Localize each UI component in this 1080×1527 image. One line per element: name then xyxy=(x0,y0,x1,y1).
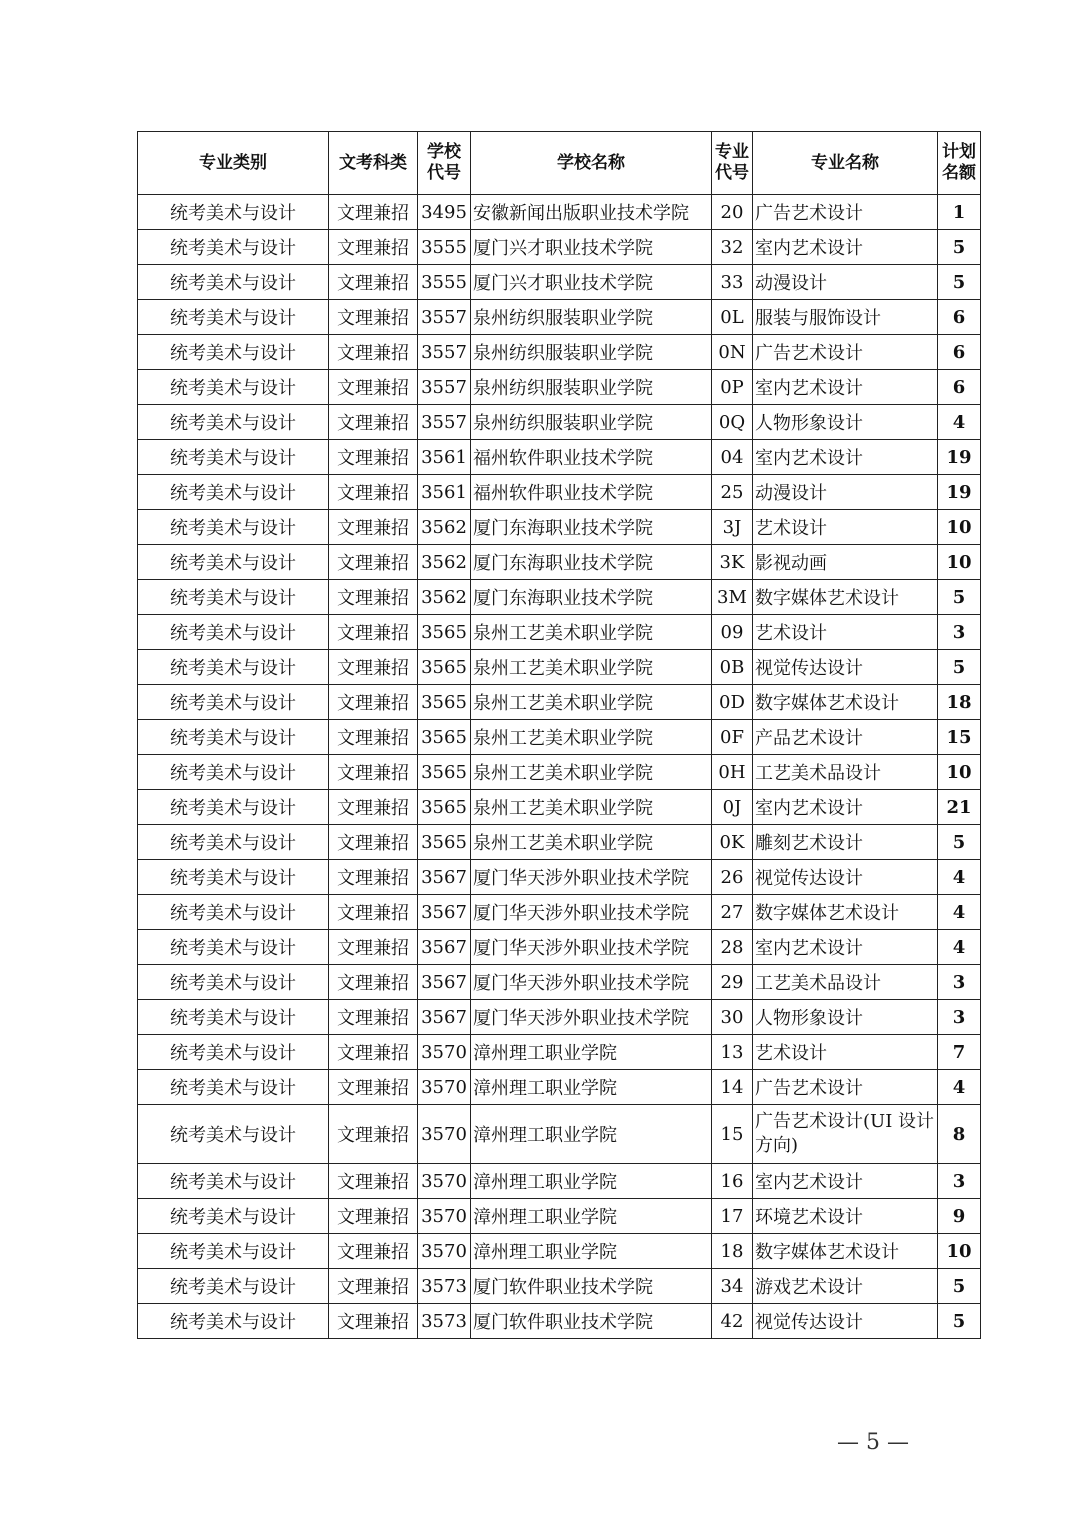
cell-school-name: 厦门华天涉外职业技术学院 xyxy=(471,1000,712,1035)
cell-major-code: 30 xyxy=(712,1000,753,1035)
cell-exam-subject: 文理兼招 xyxy=(329,300,418,335)
cell-major-name: 视觉传达设计 xyxy=(753,860,938,895)
table-row xyxy=(138,1035,981,1070)
cell-school-name: 厦门华天涉外职业技术学院 xyxy=(471,965,712,1000)
cell-school-code: 3570 xyxy=(418,1070,471,1105)
cell-school-code: 3562 xyxy=(418,510,471,545)
cell-plan-quota: 6 xyxy=(938,335,981,370)
cell-school-name: 漳州理工职业学院 xyxy=(471,1164,712,1199)
cell-major-code: 15 xyxy=(712,1105,753,1164)
cell-plan-quota: 10 xyxy=(938,1234,981,1269)
cell-major-name: 视觉传达设计 xyxy=(753,650,938,685)
cell-school-code: 3562 xyxy=(418,545,471,580)
cell-major-category: 统考美术与设计 xyxy=(138,1105,329,1164)
cell-plan-quota: 6 xyxy=(938,300,981,335)
cell-major-category: 统考美术与设计 xyxy=(138,335,329,370)
header-major-code: 专业代号 xyxy=(712,132,753,195)
table-row xyxy=(138,1269,981,1304)
table-row xyxy=(138,755,981,790)
cell-school-name: 厦门软件职业技术学院 xyxy=(471,1269,712,1304)
cell-school-name: 福州软件职业技术学院 xyxy=(471,440,712,475)
cell-plan-quota: 10 xyxy=(938,545,981,580)
table-row xyxy=(138,825,981,860)
cell-major-name: 室内艺术设计 xyxy=(753,230,938,265)
cell-major-category: 统考美术与设计 xyxy=(138,825,329,860)
cell-school-name: 泉州工艺美术职业学院 xyxy=(471,685,712,720)
cell-school-code: 3561 xyxy=(418,475,471,510)
table-row xyxy=(138,370,981,405)
table-row xyxy=(138,300,981,335)
cell-major-code: 0L xyxy=(712,300,753,335)
cell-school-code: 3567 xyxy=(418,965,471,1000)
cell-plan-quota: 3 xyxy=(938,965,981,1000)
cell-plan-quota: 21 xyxy=(938,790,981,825)
cell-exam-subject: 文理兼招 xyxy=(329,1164,418,1199)
cell-major-code: 0P xyxy=(712,370,753,405)
cell-major-category: 统考美术与设计 xyxy=(138,895,329,930)
cell-plan-quota: 7 xyxy=(938,1035,981,1070)
cell-school-name: 厦门兴才职业技术学院 xyxy=(471,265,712,300)
cell-plan-quota: 5 xyxy=(938,825,981,860)
cell-school-name: 泉州纺织服装职业学院 xyxy=(471,335,712,370)
table-row xyxy=(138,1199,981,1234)
cell-school-name: 漳州理工职业学院 xyxy=(471,1105,712,1164)
table-row xyxy=(138,930,981,965)
cell-exam-subject: 文理兼招 xyxy=(329,475,418,510)
cell-plan-quota: 5 xyxy=(938,650,981,685)
cell-major-name: 数字媒体艺术设计 xyxy=(753,1234,938,1269)
cell-school-code: 3570 xyxy=(418,1234,471,1269)
cell-school-name: 泉州工艺美术职业学院 xyxy=(471,755,712,790)
cell-exam-subject: 文理兼招 xyxy=(329,1070,418,1105)
cell-school-name: 漳州理工职业学院 xyxy=(471,1234,712,1269)
cell-school-code: 3567 xyxy=(418,895,471,930)
cell-major-code: 0B xyxy=(712,650,753,685)
cell-major-category: 统考美术与设计 xyxy=(138,720,329,755)
cell-major-category: 统考美术与设计 xyxy=(138,580,329,615)
cell-major-name: 人物形象设计 xyxy=(753,1000,938,1035)
cell-exam-subject: 文理兼招 xyxy=(329,510,418,545)
table-row xyxy=(138,230,981,265)
cell-exam-subject: 文理兼招 xyxy=(329,440,418,475)
cell-major-name: 动漫设计 xyxy=(753,265,938,300)
cell-major-code: 0J xyxy=(712,790,753,825)
cell-major-code: 20 xyxy=(712,195,753,230)
table-row xyxy=(138,475,981,510)
header-school-name: 学校名称 xyxy=(471,132,712,195)
cell-school-name: 厦门软件职业技术学院 xyxy=(471,1304,712,1339)
cell-exam-subject: 文理兼招 xyxy=(329,1035,418,1070)
cell-major-name: 艺术设计 xyxy=(753,615,938,650)
cell-major-code: 16 xyxy=(712,1164,753,1199)
cell-major-name: 广告艺术设计 xyxy=(753,335,938,370)
cell-exam-subject: 文理兼招 xyxy=(329,755,418,790)
table-row xyxy=(138,1234,981,1269)
cell-major-code: 17 xyxy=(712,1199,753,1234)
cell-major-name: 室内艺术设计 xyxy=(753,1164,938,1199)
table-row xyxy=(138,1000,981,1035)
cell-school-code: 3570 xyxy=(418,1035,471,1070)
cell-exam-subject: 文理兼招 xyxy=(329,790,418,825)
table-row xyxy=(138,1070,981,1105)
cell-school-name: 泉州工艺美术职业学院 xyxy=(471,790,712,825)
table-row xyxy=(138,405,981,440)
cell-major-name: 工艺美术品设计 xyxy=(753,965,938,1000)
cell-major-category: 统考美术与设计 xyxy=(138,860,329,895)
table-row xyxy=(138,650,981,685)
cell-major-code: 34 xyxy=(712,1269,753,1304)
cell-school-code: 3557 xyxy=(418,300,471,335)
cell-plan-quota: 15 xyxy=(938,720,981,755)
header-major-category: 专业类别 xyxy=(138,132,329,195)
cell-plan-quota: 5 xyxy=(938,265,981,300)
cell-exam-subject: 文理兼招 xyxy=(329,685,418,720)
cell-major-category: 统考美术与设计 xyxy=(138,615,329,650)
cell-major-category: 统考美术与设计 xyxy=(138,1304,329,1339)
cell-school-name: 厦门东海职业技术学院 xyxy=(471,510,712,545)
cell-school-name: 漳州理工职业学院 xyxy=(471,1035,712,1070)
cell-major-code: 13 xyxy=(712,1035,753,1070)
cell-major-code: 0F xyxy=(712,720,753,755)
cell-school-name: 泉州工艺美术职业学院 xyxy=(471,825,712,860)
cell-school-name: 厦门华天涉外职业技术学院 xyxy=(471,930,712,965)
cell-plan-quota: 1 xyxy=(938,195,981,230)
cell-plan-quota: 4 xyxy=(938,895,981,930)
cell-plan-quota: 3 xyxy=(938,1000,981,1035)
table-row xyxy=(138,895,981,930)
cell-school-code: 3570 xyxy=(418,1164,471,1199)
cell-exam-subject: 文理兼招 xyxy=(329,930,418,965)
cell-school-code: 3570 xyxy=(418,1199,471,1234)
cell-major-category: 统考美术与设计 xyxy=(138,440,329,475)
cell-major-name: 数字媒体艺术设计 xyxy=(753,685,938,720)
cell-major-category: 统考美术与设计 xyxy=(138,545,329,580)
cell-school-name: 泉州工艺美术职业学院 xyxy=(471,650,712,685)
cell-school-code: 3565 xyxy=(418,650,471,685)
cell-major-category: 统考美术与设计 xyxy=(138,1070,329,1105)
cell-plan-quota: 10 xyxy=(938,755,981,790)
cell-plan-quota: 19 xyxy=(938,440,981,475)
cell-major-category: 统考美术与设计 xyxy=(138,790,329,825)
cell-major-code: 3J xyxy=(712,510,753,545)
cell-school-code: 3557 xyxy=(418,405,471,440)
cell-major-code: 18 xyxy=(712,1234,753,1269)
cell-school-code: 3565 xyxy=(418,825,471,860)
cell-major-category: 统考美术与设计 xyxy=(138,1234,329,1269)
cell-school-name: 泉州工艺美术职业学院 xyxy=(471,615,712,650)
cell-major-name: 室内艺术设计 xyxy=(753,790,938,825)
table-row xyxy=(138,440,981,475)
cell-plan-quota: 6 xyxy=(938,370,981,405)
cell-exam-subject: 文理兼招 xyxy=(329,650,418,685)
enrollment-plan-table xyxy=(137,131,981,1339)
header-school-code: 学校代号 xyxy=(418,132,471,195)
cell-major-name: 人物形象设计 xyxy=(753,405,938,440)
cell-major-category: 统考美术与设计 xyxy=(138,1035,329,1070)
cell-school-name: 福州软件职业技术学院 xyxy=(471,475,712,510)
table-row xyxy=(138,335,981,370)
cell-plan-quota: 5 xyxy=(938,230,981,265)
cell-school-code: 3567 xyxy=(418,1000,471,1035)
header-exam-subject: 文考科类 xyxy=(329,132,418,195)
cell-exam-subject: 文理兼招 xyxy=(329,1199,418,1234)
cell-school-name: 泉州纺织服装职业学院 xyxy=(471,405,712,440)
cell-school-name: 泉州纺织服装职业学院 xyxy=(471,370,712,405)
cell-exam-subject: 文理兼招 xyxy=(329,230,418,265)
cell-plan-quota: 18 xyxy=(938,685,981,720)
cell-school-code: 3565 xyxy=(418,720,471,755)
table-row xyxy=(138,195,981,230)
cell-school-name: 漳州理工职业学院 xyxy=(471,1199,712,1234)
cell-exam-subject: 文理兼招 xyxy=(329,580,418,615)
cell-exam-subject: 文理兼招 xyxy=(329,1269,418,1304)
cell-exam-subject: 文理兼招 xyxy=(329,405,418,440)
cell-major-category: 统考美术与设计 xyxy=(138,685,329,720)
cell-exam-subject: 文理兼招 xyxy=(329,1304,418,1339)
cell-major-code: 25 xyxy=(712,475,753,510)
cell-school-name: 泉州纺织服装职业学院 xyxy=(471,300,712,335)
cell-major-code: 09 xyxy=(712,615,753,650)
cell-exam-subject: 文理兼招 xyxy=(329,860,418,895)
cell-major-category: 统考美术与设计 xyxy=(138,265,329,300)
cell-major-category: 统考美术与设计 xyxy=(138,195,329,230)
cell-major-code: 04 xyxy=(712,440,753,475)
cell-major-code: 29 xyxy=(712,965,753,1000)
cell-school-code: 3573 xyxy=(418,1304,471,1339)
table-row xyxy=(138,580,981,615)
cell-school-code: 3555 xyxy=(418,265,471,300)
cell-major-category: 统考美术与设计 xyxy=(138,475,329,510)
cell-major-name: 服装与服饰设计 xyxy=(753,300,938,335)
cell-major-name: 影视动画 xyxy=(753,545,938,580)
cell-exam-subject: 文理兼招 xyxy=(329,1105,418,1164)
cell-major-category: 统考美术与设计 xyxy=(138,965,329,1000)
cell-exam-subject: 文理兼招 xyxy=(329,195,418,230)
table-row xyxy=(138,965,981,1000)
cell-school-code: 3565 xyxy=(418,685,471,720)
cell-major-name: 广告艺术设计(UI 设计方向) xyxy=(753,1105,938,1164)
cell-school-code: 3555 xyxy=(418,230,471,265)
cell-major-name: 广告艺术设计 xyxy=(753,195,938,230)
page-number: — 5 — xyxy=(837,1430,909,1455)
cell-major-name: 艺术设计 xyxy=(753,510,938,545)
cell-major-name: 数字媒体艺术设计 xyxy=(753,895,938,930)
cell-exam-subject: 文理兼招 xyxy=(329,615,418,650)
cell-major-name: 动漫设计 xyxy=(753,475,938,510)
table-row xyxy=(138,1304,981,1339)
cell-plan-quota: 4 xyxy=(938,860,981,895)
table-row xyxy=(138,545,981,580)
cell-school-code: 3573 xyxy=(418,1269,471,1304)
cell-major-name: 雕刻艺术设计 xyxy=(753,825,938,860)
table-row xyxy=(138,510,981,545)
cell-school-name: 厦门东海职业技术学院 xyxy=(471,580,712,615)
cell-major-category: 统考美术与设计 xyxy=(138,405,329,440)
table-row xyxy=(138,860,981,895)
cell-plan-quota: 19 xyxy=(938,475,981,510)
cell-major-code: 0Q xyxy=(712,405,753,440)
table-row xyxy=(138,790,981,825)
cell-major-code: 0N xyxy=(712,335,753,370)
table-header-row xyxy=(138,132,981,195)
cell-exam-subject: 文理兼招 xyxy=(329,265,418,300)
cell-school-code: 3570 xyxy=(418,1105,471,1164)
cell-major-code: 3K xyxy=(712,545,753,580)
cell-major-code: 14 xyxy=(712,1070,753,1105)
cell-major-code: 3M xyxy=(712,580,753,615)
cell-plan-quota: 5 xyxy=(938,580,981,615)
cell-major-name: 游戏艺术设计 xyxy=(753,1269,938,1304)
cell-major-name: 产品艺术设计 xyxy=(753,720,938,755)
cell-major-name: 艺术设计 xyxy=(753,1035,938,1070)
cell-major-category: 统考美术与设计 xyxy=(138,1269,329,1304)
table-row xyxy=(138,265,981,300)
cell-exam-subject: 文理兼招 xyxy=(329,1000,418,1035)
cell-major-category: 统考美术与设计 xyxy=(138,755,329,790)
cell-plan-quota: 5 xyxy=(938,1269,981,1304)
cell-plan-quota: 4 xyxy=(938,1070,981,1105)
cell-school-code: 3567 xyxy=(418,930,471,965)
cell-major-name: 环境艺术设计 xyxy=(753,1199,938,1234)
cell-school-name: 厦门兴才职业技术学院 xyxy=(471,230,712,265)
cell-major-category: 统考美术与设计 xyxy=(138,650,329,685)
cell-school-code: 3565 xyxy=(418,790,471,825)
cell-major-category: 统考美术与设计 xyxy=(138,510,329,545)
cell-plan-quota: 3 xyxy=(938,1164,981,1199)
cell-major-name: 工艺美术品设计 xyxy=(753,755,938,790)
cell-plan-quota: 8 xyxy=(938,1105,981,1164)
cell-major-name: 广告艺术设计 xyxy=(753,1070,938,1105)
cell-major-code: 26 xyxy=(712,860,753,895)
cell-exam-subject: 文理兼招 xyxy=(329,545,418,580)
cell-exam-subject: 文理兼招 xyxy=(329,720,418,755)
cell-plan-quota: 9 xyxy=(938,1199,981,1234)
table-row xyxy=(138,685,981,720)
cell-school-code: 3557 xyxy=(418,335,471,370)
cell-exam-subject: 文理兼招 xyxy=(329,965,418,1000)
cell-plan-quota: 10 xyxy=(938,510,981,545)
cell-major-code: 32 xyxy=(712,230,753,265)
table-row xyxy=(138,1164,981,1199)
cell-major-name: 视觉传达设计 xyxy=(753,1304,938,1339)
cell-major-category: 统考美术与设计 xyxy=(138,930,329,965)
cell-school-code: 3565 xyxy=(418,755,471,790)
cell-school-code: 3557 xyxy=(418,370,471,405)
cell-school-code: 3495 xyxy=(418,195,471,230)
cell-major-category: 统考美术与设计 xyxy=(138,1000,329,1035)
table-body xyxy=(138,195,981,1339)
header-plan-quota: 计划名额 xyxy=(938,132,981,195)
cell-school-name: 安徽新闻出版职业技术学院 xyxy=(471,195,712,230)
table-row xyxy=(138,615,981,650)
cell-major-code: 0D xyxy=(712,685,753,720)
cell-major-category: 统考美术与设计 xyxy=(138,1199,329,1234)
cell-major-code: 27 xyxy=(712,895,753,930)
cell-major-name: 室内艺术设计 xyxy=(753,370,938,405)
cell-exam-subject: 文理兼招 xyxy=(329,895,418,930)
cell-exam-subject: 文理兼招 xyxy=(329,825,418,860)
table-row xyxy=(138,1105,981,1164)
cell-major-name: 数字媒体艺术设计 xyxy=(753,580,938,615)
cell-major-code: 0H xyxy=(712,755,753,790)
cell-school-name: 厦门东海职业技术学院 xyxy=(471,545,712,580)
cell-major-category: 统考美术与设计 xyxy=(138,300,329,335)
cell-plan-quota: 3 xyxy=(938,615,981,650)
cell-major-code: 0K xyxy=(712,825,753,860)
cell-school-code: 3565 xyxy=(418,615,471,650)
cell-major-category: 统考美术与设计 xyxy=(138,370,329,405)
cell-plan-quota: 5 xyxy=(938,1304,981,1339)
cell-exam-subject: 文理兼招 xyxy=(329,1234,418,1269)
cell-school-name: 厦门华天涉外职业技术学院 xyxy=(471,895,712,930)
cell-major-category: 统考美术与设计 xyxy=(138,1164,329,1199)
cell-plan-quota: 4 xyxy=(938,930,981,965)
cell-school-code: 3562 xyxy=(418,580,471,615)
cell-major-name: 室内艺术设计 xyxy=(753,930,938,965)
cell-major-category: 统考美术与设计 xyxy=(138,230,329,265)
cell-major-code: 28 xyxy=(712,930,753,965)
cell-major-code: 33 xyxy=(712,265,753,300)
cell-major-name: 室内艺术设计 xyxy=(753,440,938,475)
cell-school-code: 3567 xyxy=(418,860,471,895)
cell-school-name: 厦门华天涉外职业技术学院 xyxy=(471,860,712,895)
cell-exam-subject: 文理兼招 xyxy=(329,335,418,370)
cell-major-code: 42 xyxy=(712,1304,753,1339)
cell-school-name: 漳州理工职业学院 xyxy=(471,1070,712,1105)
cell-school-name: 泉州工艺美术职业学院 xyxy=(471,720,712,755)
header-major-name: 专业名称 xyxy=(753,132,938,195)
cell-school-code: 3561 xyxy=(418,440,471,475)
table-row xyxy=(138,720,981,755)
cell-exam-subject: 文理兼招 xyxy=(329,370,418,405)
cell-plan-quota: 4 xyxy=(938,405,981,440)
